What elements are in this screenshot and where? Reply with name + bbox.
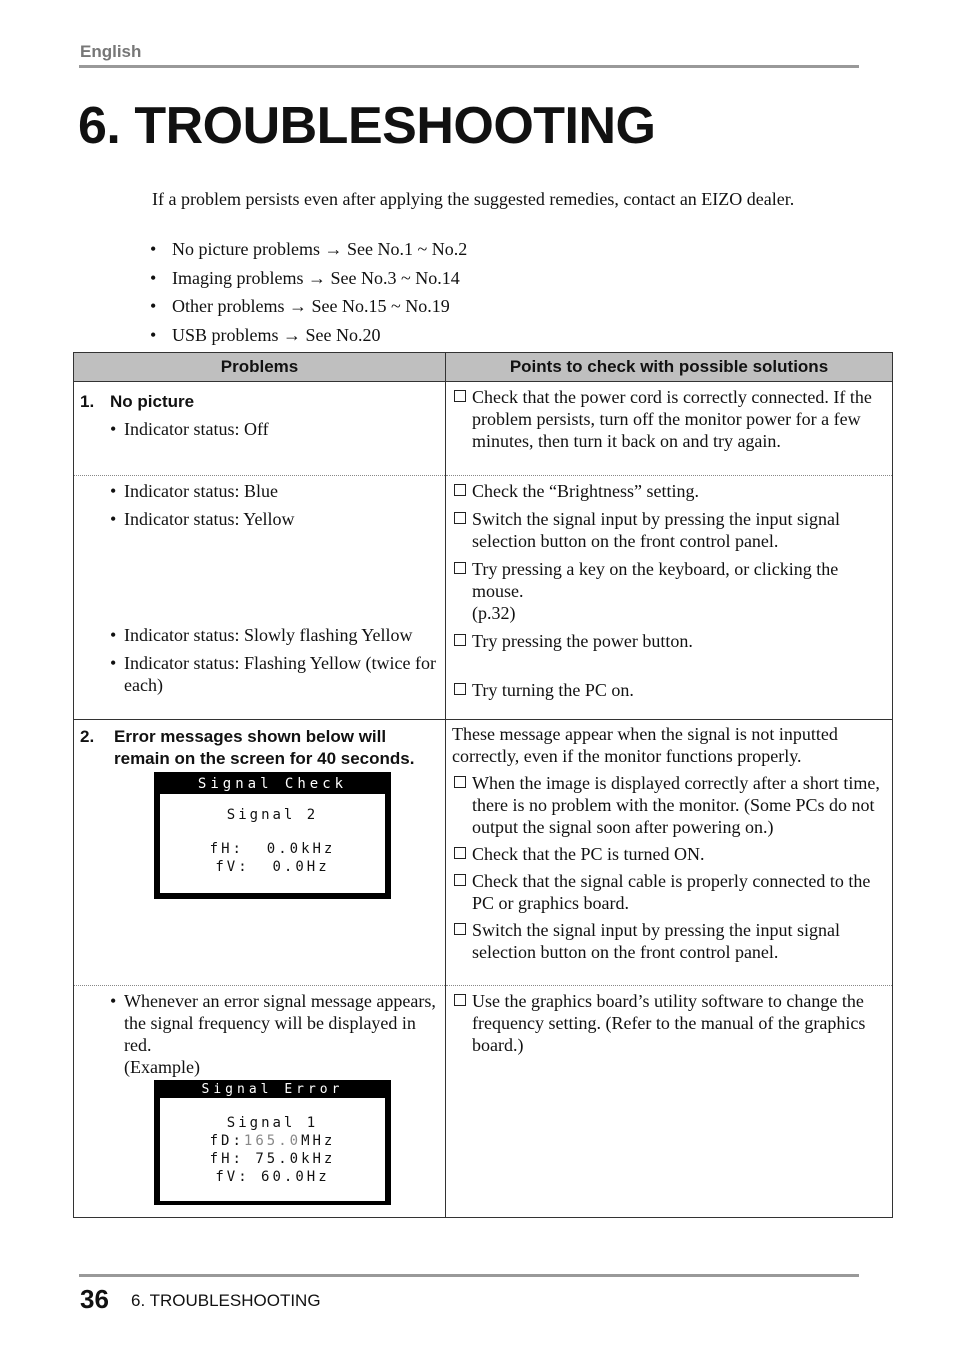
checklist-item <box>452 919 886 963</box>
indicator-text: Indicator status: Yellow <box>124 509 295 529</box>
footer-rule <box>79 1274 859 1277</box>
checklist-text: Check that the PC is turned ON. <box>472 844 705 864</box>
checkbox-icon <box>454 683 466 695</box>
checklist-item <box>452 558 886 624</box>
checklist-text: Check the “Brightness” setting. <box>472 481 699 501</box>
checklist-item <box>452 630 886 652</box>
col-header-problems: Problems <box>74 353 446 382</box>
checkbox-icon <box>454 562 466 574</box>
checklist-item <box>452 679 886 701</box>
indicator-bullet: • Indicator status: Yellow <box>110 509 295 529</box>
header-rule <box>79 65 859 68</box>
osd-body <box>160 1098 385 1201</box>
guide-item: • USB problems → See No.20 <box>150 325 467 354</box>
checklist-text: Check that the power cord is correctly connected. If the problem persists, turn off the monitor power for a few minutes, then turn it back on and try again. <box>472 387 872 451</box>
table-header-row <box>74 353 893 382</box>
checkbox-icon <box>454 847 466 859</box>
checkbox-icon <box>454 923 466 935</box>
checklist-text: Check that the signal cable is properly connected to the PC or graphics board. <box>472 871 871 913</box>
page-title: 6. TROUBLESHOOTING <box>78 97 656 155</box>
solution-cell <box>446 986 893 1218</box>
indicator-text: Indicator status: Blue <box>124 481 278 501</box>
problem-cell <box>74 986 446 1218</box>
checklist-text: Try pressing the power button. <box>472 631 693 651</box>
checklist-item <box>452 843 886 865</box>
solution-cell <box>446 720 893 986</box>
guide-item: • No picture problems → See No.1 ~ No.2 <box>150 239 467 268</box>
table-row <box>74 382 893 476</box>
problem-cell <box>74 382 446 476</box>
problem-title: No picture <box>110 392 195 411</box>
intro-text: If a problem persists even after applying the suggested remedies, contact an EIZO dealer. <box>152 189 795 209</box>
table-row <box>74 720 893 986</box>
checkbox-icon <box>454 512 466 524</box>
checklist-item <box>452 480 886 502</box>
osd-fv: fV: 0.0Hz <box>215 859 330 875</box>
language-label: English <box>80 42 142 61</box>
checklist-item <box>452 870 886 914</box>
guide-item: • Imaging problems → See No.3 ~ No.14 <box>150 268 467 297</box>
problem-number: 1. <box>80 392 95 411</box>
checklist-item <box>452 386 886 452</box>
osd-fh: fH: 75.0kHz <box>209 1151 336 1167</box>
guide-item: • Other problems → See No.15 ~ No.19 <box>150 296 467 325</box>
osd-title: Signal Error <box>201 1082 344 1097</box>
col-header-solutions: Points to check with possible solutions <box>446 353 893 382</box>
checkbox-icon <box>454 776 466 788</box>
osd-signal: Signal 2 <box>226 807 319 823</box>
indicator-bullet: • Indicator status: Blue <box>110 481 278 501</box>
indicator-text: Indicator status: Slowly flashing Yellow <box>124 625 413 645</box>
checklist-text: Use the graphics board’s utility software to change the frequency setting. (Refer to the manual of the graphics board.) <box>472 991 866 1055</box>
problem-title: Error messages shown below will remain on the screen for 40 seconds. <box>114 727 415 768</box>
problem-cell <box>74 476 446 720</box>
checklist-text: Switch the signal input by pressing the input signal selection button on the front control panel. <box>472 509 840 551</box>
problem-cell <box>74 720 446 986</box>
problem-number: 2. <box>80 727 95 746</box>
table-row <box>74 986 893 1218</box>
checklist-item <box>452 772 886 838</box>
checklist-text: Try pressing a key on the keyboard, or clicking the mouse. (p.32) <box>472 559 839 623</box>
indicator-text: Indicator status: Flashing Yellow (twice for each) <box>124 653 436 695</box>
troubleshooting-table <box>73 352 893 1218</box>
bullet-text: Whenever an error signal message appears, the signal frequency will be displayed in red. (Example) <box>124 991 436 1077</box>
problem-guide-list <box>150 239 467 353</box>
indicator-bullet: • Indicator status: Off <box>110 419 269 439</box>
osd-fd: fD:165.0MHz <box>209 1133 336 1149</box>
footer-section-title: 6. TROUBLESHOOTING <box>131 1291 321 1310</box>
osd-fv: fV: 60.0Hz <box>215 1169 330 1185</box>
example-label: (Example) <box>124 1057 200 1077</box>
checklist-text: Try turning the PC on. <box>472 680 634 700</box>
checklist-item <box>452 990 886 1056</box>
checklist-text: Switch the signal input by pressing the input signal selection button on the front control panel. <box>472 920 840 962</box>
osd-signal-check-screen <box>154 772 391 899</box>
checklist-text: When the image is displayed correctly after a short time, there is no problem with the monitor. (Some PCs do not output the signal soon after powering on.) <box>472 773 880 837</box>
osd-title: Signal Check <box>197 776 348 792</box>
solution-cell <box>446 476 893 720</box>
checkbox-icon <box>454 874 466 886</box>
checkbox-icon <box>454 994 466 1006</box>
indicator-text: Indicator status: Off <box>124 419 269 439</box>
osd-signal-error-screen <box>154 1080 391 1205</box>
osd-signal: Signal 1 <box>226 1115 319 1131</box>
table-row <box>74 476 893 720</box>
osd-body <box>160 794 385 893</box>
checklist-item <box>452 508 886 552</box>
checkbox-icon <box>454 390 466 402</box>
checkbox-icon <box>454 484 466 496</box>
problem-heading <box>80 392 439 412</box>
page-reference: (p.32) <box>472 603 516 623</box>
checkbox-icon <box>454 634 466 646</box>
error-signal-bullet: • Whenever an error signal message appears, the signal frequency will be displayed in red. (Example) <box>110 990 439 1078</box>
problem-heading <box>80 726 439 770</box>
indicator-bullet: • Indicator status: Slowly flashing Yellow <box>110 625 413 645</box>
page-number: 36 <box>80 1284 109 1314</box>
solution-intro: These message appear when the signal is not inputted correctly, even if the monitor functions properly. <box>452 724 838 766</box>
osd-fd-value: 165.0 <box>243 1133 302 1149</box>
indicator-bullet: • Indicator status: Flashing Yellow (twice for each) <box>110 652 439 696</box>
osd-fh: fH: 0.0kHz <box>209 841 336 857</box>
solution-cell <box>446 382 893 476</box>
